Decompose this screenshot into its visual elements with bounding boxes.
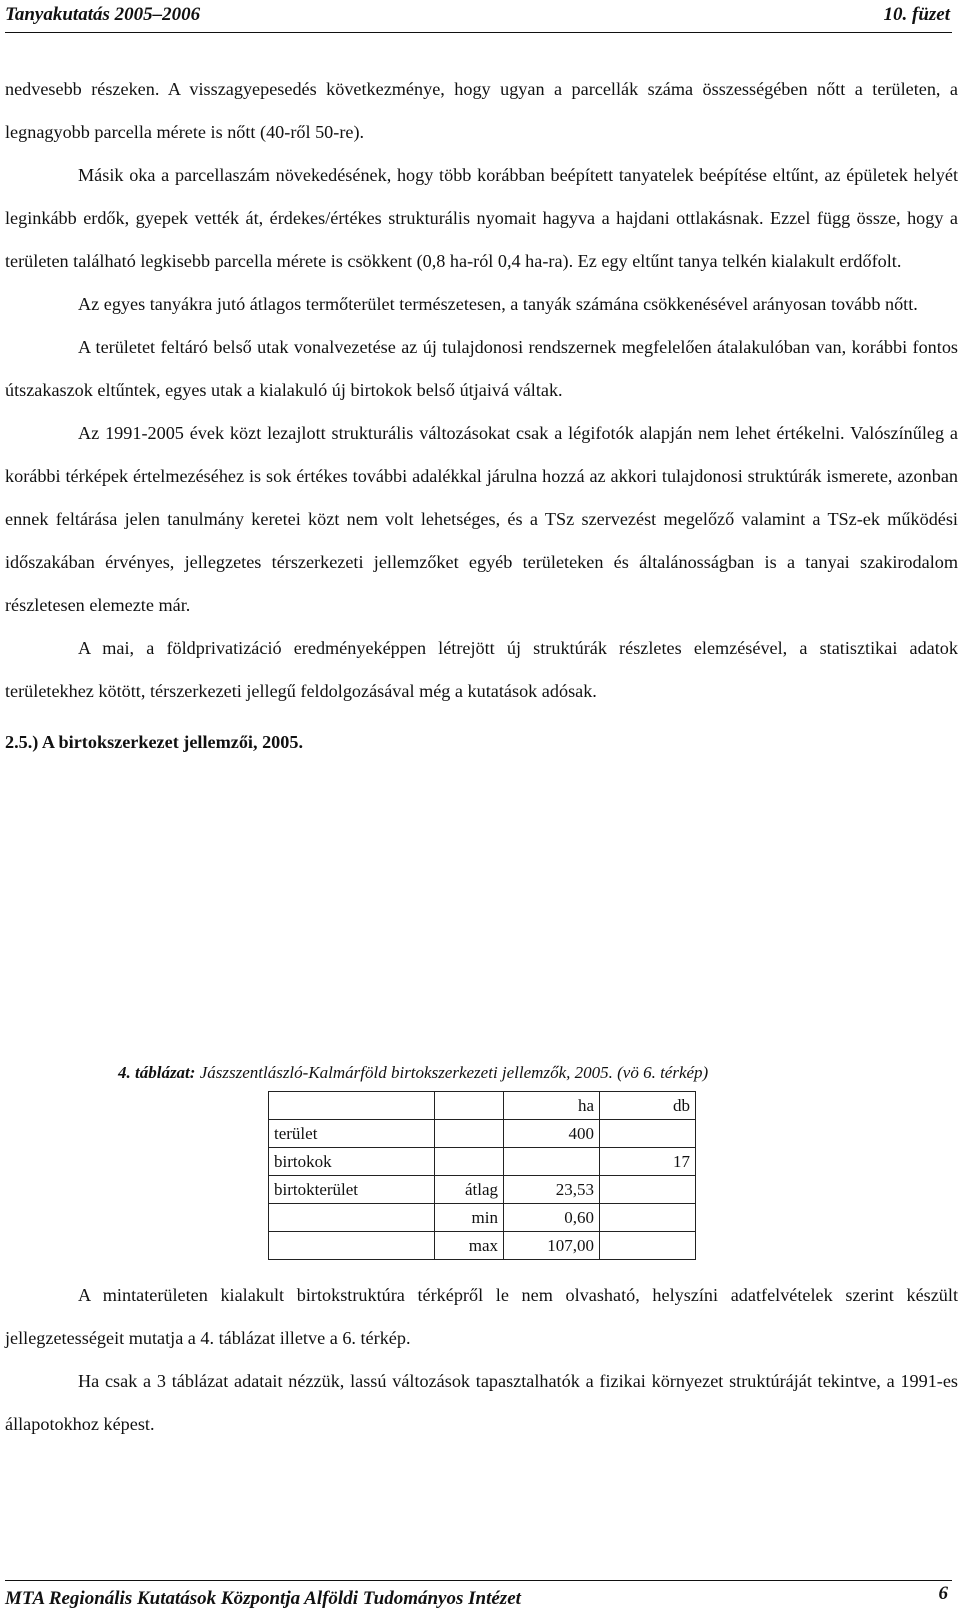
table-cell: db — [600, 1092, 696, 1120]
table-caption-text: Jászszentlászló-Kalmárföld birtokszerkezeti jellemzők, 2005. (vö 6. térkép) — [195, 1063, 709, 1082]
header-title: Tanyakutatás 2005–2006 — [5, 4, 201, 25]
body-text — [5, 68, 958, 764]
table-cell — [600, 1176, 696, 1204]
table-cell: max — [435, 1232, 504, 1260]
table-cell — [435, 1148, 504, 1176]
table-header-row — [269, 1092, 696, 1120]
table-cell: birtokterület — [269, 1176, 435, 1204]
header-issue: 10. füzet — [883, 4, 950, 25]
table-cell: ha — [504, 1092, 600, 1120]
section-heading: 2.5.) A birtokszerkezet jellemzői, 2005. — [5, 732, 303, 752]
table-caption — [118, 1063, 708, 1083]
data-table — [268, 1091, 696, 1260]
table-cell — [435, 1120, 504, 1148]
table-cell — [269, 1232, 435, 1260]
table-row — [269, 1120, 696, 1148]
paragraph: A mai, a földprivatizáció eredményeképpen létrejött új struktúrák részletes elemzésével, a statisztikai adatok területekhez kötött, térszerkezeti jellegű feldolgozásával még a kutatások adósak. — [5, 638, 958, 701]
paragraph: Másik oka a parcellaszám növekedésének, hogy több korábban beépített tanyatelek beépítése eltűnt, az épületek helyét leginkább erdők, gyepek vették át, érdekes/értékes strukturális nyomait hagyva a hajdani ottlakásnak. Ezzel függ össze, hogy a területen található legkisebb parcella mérete is csökkent (0,8 ha-ról 0,4 ha-ra). Ez egy eltűnt tanya telkén kialakult erdőfolt. — [5, 165, 958, 271]
table-cell: 23,53 — [504, 1176, 600, 1204]
paragraph: Ha csak a 3 táblázat adatait nézzük, lassú változások tapasztalhatók a fizikai környezet struktúráját tekintve, a 1991-es állapotokhoz képest. — [5, 1371, 958, 1434]
paragraph: A mintaterületen kialakult birtokstruktúra térképről le nem olvasható, helyszíni adatfelvételek szerint készült jellegzetességeit mutatja a 4. táblázat illetve a 6. térkép. — [5, 1285, 958, 1348]
table-cell: 400 — [504, 1120, 600, 1148]
table-cell: terület — [269, 1120, 435, 1148]
table-cell — [269, 1092, 435, 1120]
footer-institute: MTA Regionális Kutatások Központja Alföldi Tudományos Intézet — [5, 1588, 521, 1609]
table-row — [269, 1232, 696, 1260]
table-cell: 107,00 — [504, 1232, 600, 1260]
page-number: 6 — [938, 1583, 948, 1604]
table-cell — [600, 1232, 696, 1260]
table-cell — [600, 1204, 696, 1232]
table-cell — [504, 1148, 600, 1176]
table-cell: birtokok — [269, 1148, 435, 1176]
table-caption-label: 4. táblázat: — [118, 1063, 196, 1082]
body-text-after-table — [5, 1274, 958, 1446]
table-cell: min — [435, 1204, 504, 1232]
paragraph: Az 1991-2005 évek közt lezajlott strukturális változásokat csak a légifotók alapján nem lehet értékelni. Valószínűleg a korábbi térképek értelmezéséhez is sok értékes további adalékkal járulna hozzá az akkori tulajdonosi struktúrák ismerete, azonban ennek feltárása jelen tanulmány keretei közt nem volt lehetséges, és a TSz szervezést megelőző valamint a TSz-ek működési időszakában érvényes, jellegzetes térszerkezeti jellemzőket egyéb területeken és általánosságban is a tanyai szakirodalom részletesen elemezte már. — [5, 423, 958, 615]
table-row — [269, 1204, 696, 1232]
paragraph: A területet feltáró belső utak vonalvezetése az új tulajdonosi rendszernek megfelelően átalakulóban van, korábbi fontos útszakaszok eltűntek, egyes utak a kialakuló új birtokok belső útjaivá váltak. — [5, 337, 958, 400]
table-cell — [600, 1120, 696, 1148]
table-cell — [435, 1092, 504, 1120]
page-footer — [5, 1580, 952, 1615]
table-row — [269, 1148, 696, 1176]
table-cell: 17 — [600, 1148, 696, 1176]
page-header — [5, 0, 952, 33]
table-cell: átlag — [435, 1176, 504, 1204]
table-row — [269, 1176, 696, 1204]
table-cell — [269, 1204, 435, 1232]
paragraph: Az egyes tanyákra jutó átlagos termőterület természetesen, a tanyák számána csökkenésével arányosan tovább nőtt. — [78, 294, 918, 314]
table-cell: 0,60 — [504, 1204, 600, 1232]
paragraph: nedvesebb részeken. A visszagyepesedés következménye, hogy ugyan a parcellák száma összességében nőtt a területen, a legnagyobb parcella mérete is nőtt (40-ről 50-re). — [5, 79, 958, 142]
